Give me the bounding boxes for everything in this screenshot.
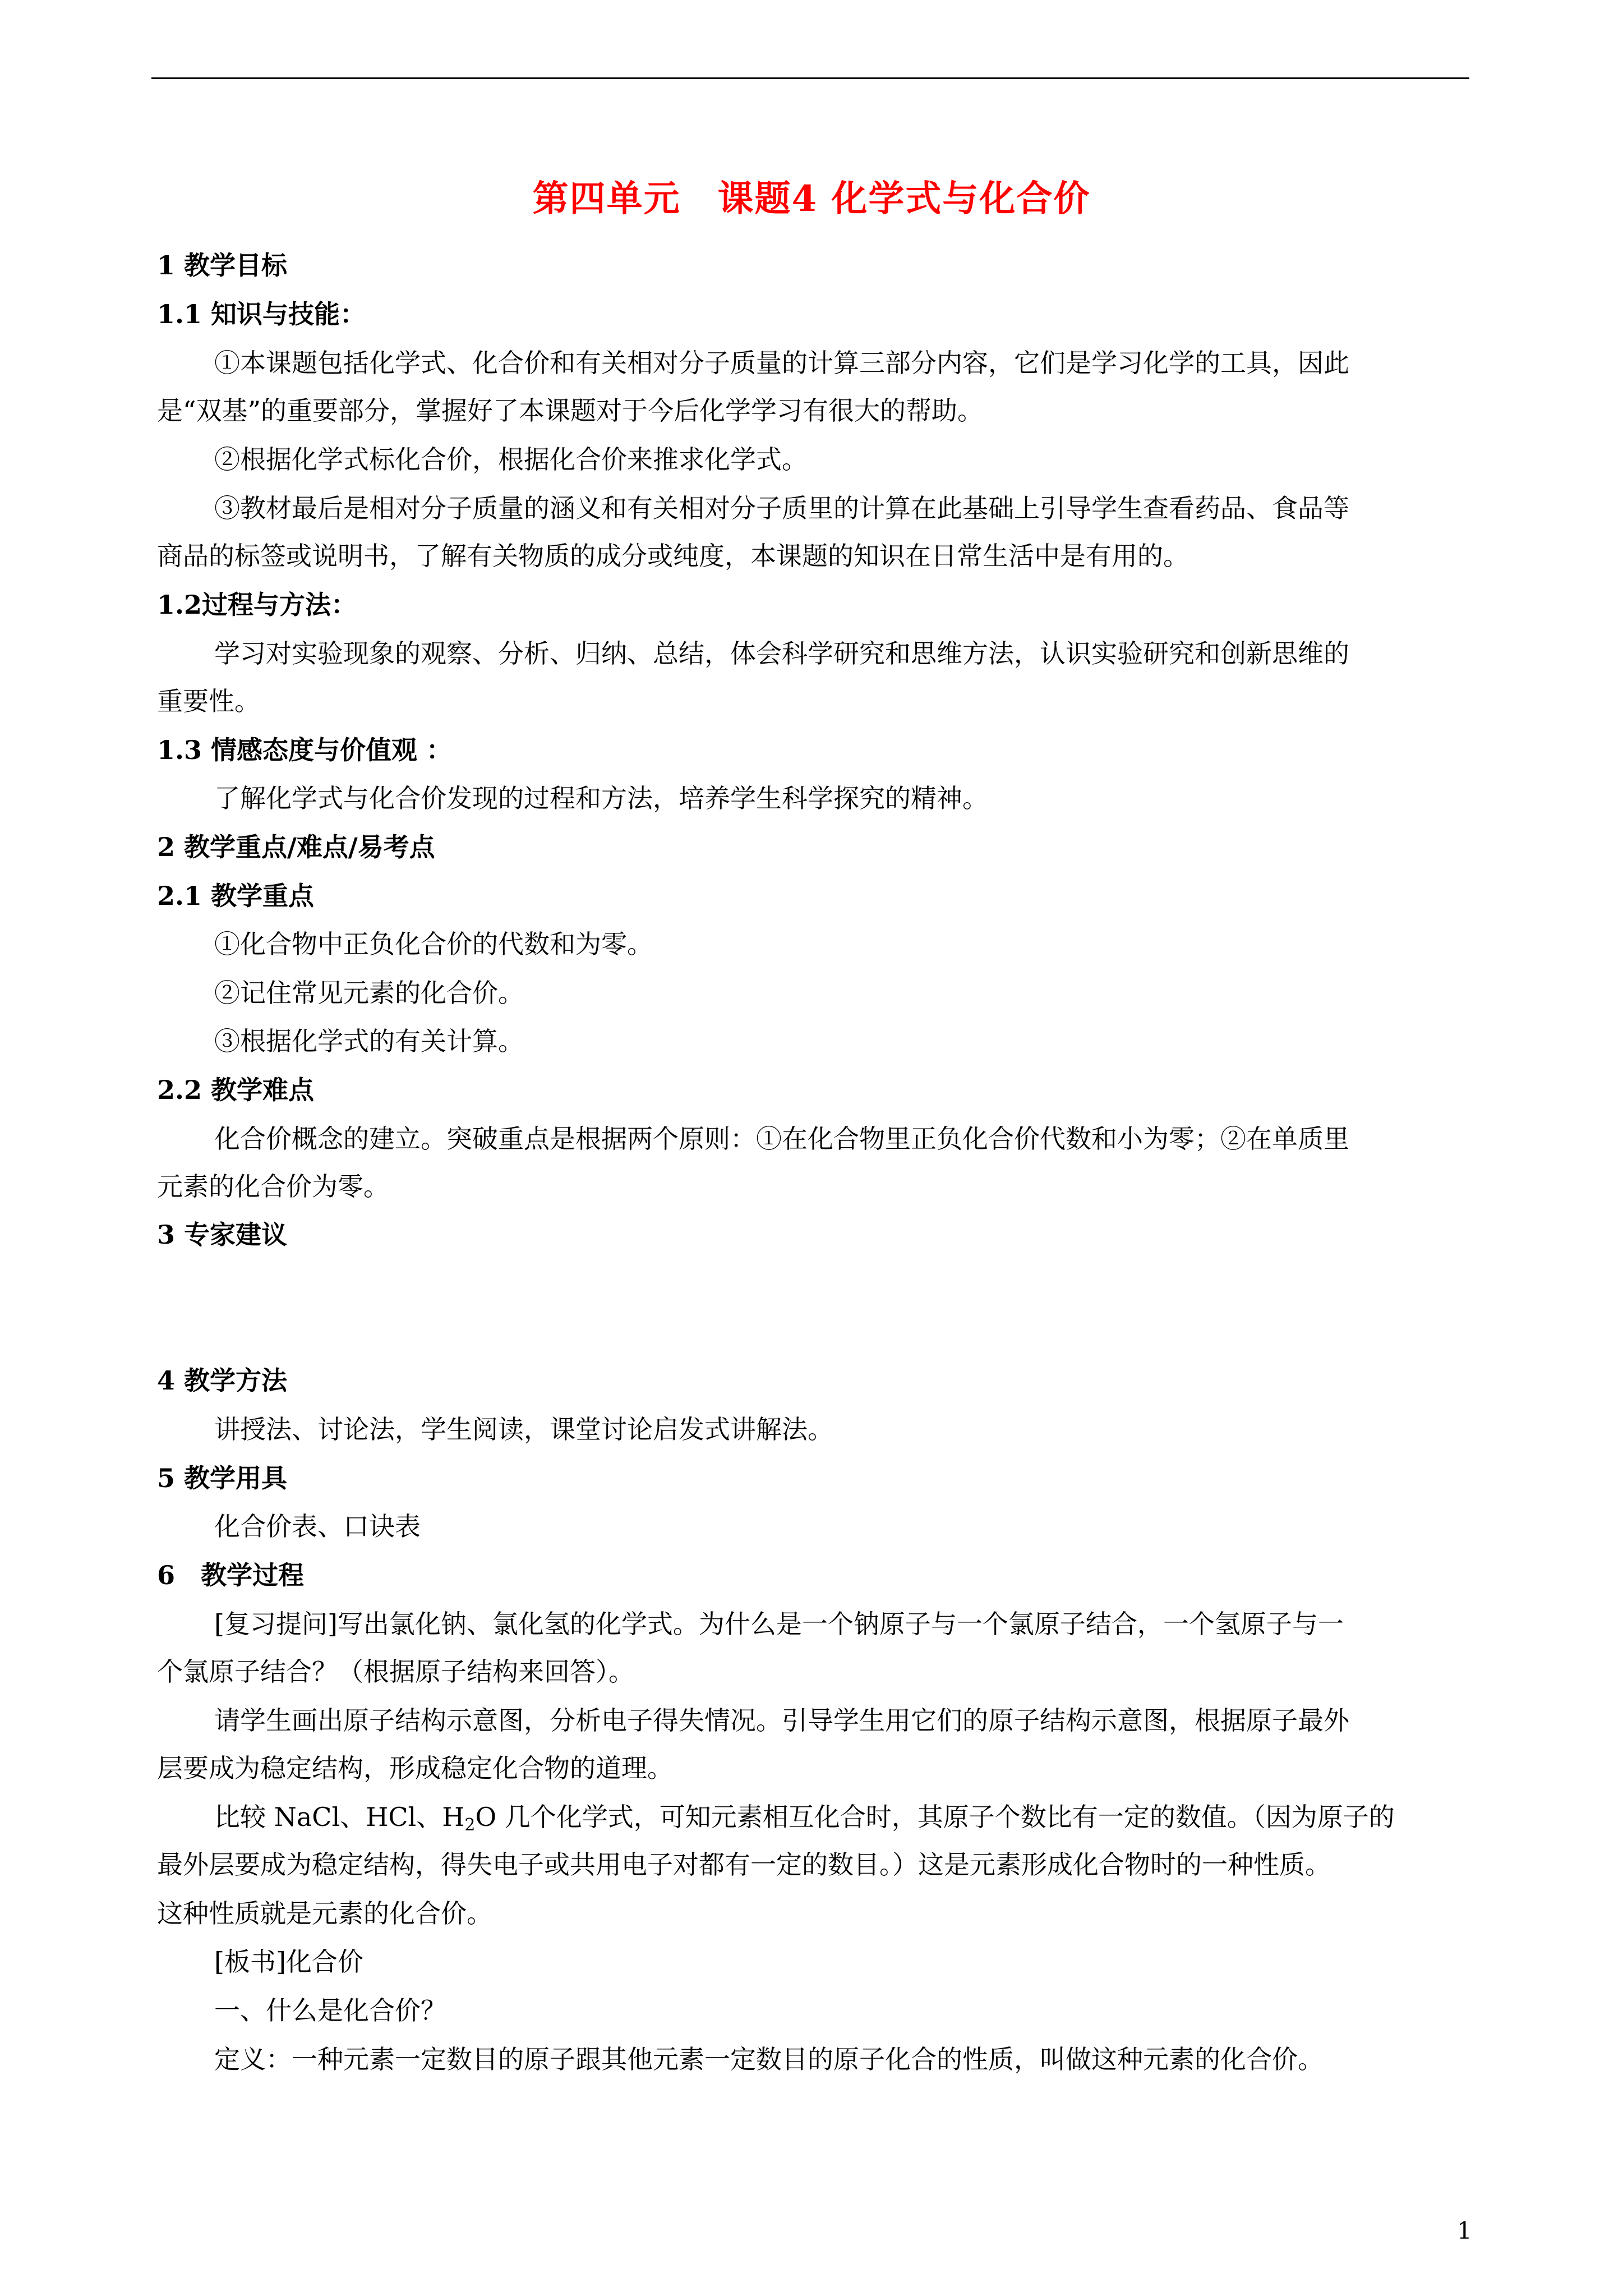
heading-teaching-difficulty: 2.2 教学难点 — [157, 1075, 315, 1105]
paragraph-line: 化合价概念的建立。突破重点是根据两个原则：①在化合物里正负化合价代数和小为零；②在单质里 — [214, 1124, 1349, 1154]
subscript: 2 — [464, 1815, 476, 1834]
formula-text-start: 比较 NaCl、HCl、H — [214, 1802, 465, 1832]
section-question: 一、什么是化合价？ — [214, 1995, 446, 2026]
heading-teaching-process: 6 教学过程 — [157, 1560, 305, 1590]
list-item: ③根据化学式的有关计算。 — [214, 1026, 524, 1056]
paragraph-line: 层要成为稳定结构，形成稳定化合物的道理。 — [157, 1753, 673, 1783]
paragraph-line: 是“双基”的重要部分，掌握好了本课题对于今后化学学习有很大的帮助。 — [157, 395, 984, 426]
paragraph-line: 个氯原子结合？（根据原子结构来回答）。 — [157, 1657, 634, 1687]
paragraph-line: 了解化学式与化合价发现的过程和方法，培养学生科学探究的精神。 — [214, 783, 988, 813]
heading-expert-advice: 3 专家建议 — [157, 1220, 288, 1250]
list-item: ②记住常见元素的化合价。 — [214, 978, 524, 1008]
paragraph-line: 这种性质就是元素的化合价。 — [157, 1898, 492, 1929]
paragraph-line: 请学生画出原子结构示意图，分析电子得失情况。引导学生用它们的原子结构示意图，根据原子最外 — [214, 1705, 1349, 1736]
list-item: ①化合物中正负化合价的代数和为零。 — [214, 929, 653, 959]
heading-teaching-tools: 5 教学用具 — [157, 1463, 288, 1493]
heading-teaching-focus: 2.1 教学重点 — [157, 881, 315, 911]
paragraph-line: ③教材最后是相对分子质量的涵义和有关相对分子质里的计算在此基础上引导学生查看药品、食品等 — [214, 493, 1349, 523]
header-rule — [151, 77, 1469, 79]
paragraph-line: 最外层要成为稳定结构，得失电子或共用电子对都有一定的数目。）这是元素形成化合物时的一种性质。 — [157, 1849, 1331, 1880]
formula-text-end: O 几个化学式，可知元素相互化合时，其原子个数比有一定的数值。（因为原子的 — [475, 1802, 1395, 1832]
page-number: 1 — [1457, 2217, 1472, 2244]
heading-knowledge-skills: 1.1 知识与技能： — [157, 299, 366, 329]
paragraph-line: 化合价表、口诀表 — [214, 1511, 421, 1542]
paragraph-line: 学习对实验现象的观察、分析、归纳、总结，体会科学研究和思维方法，认识实验研究和创新思维的 — [214, 638, 1349, 669]
definition-line: 定义：一种元素一定数目的原子跟其他元素一定数目的原子化合的性质，叫做这种元素的化合价。 — [214, 2044, 1324, 2074]
heading-attitude-values: 1.3 情感态度与价值观 ： — [157, 735, 453, 765]
heading-key-points: 2 教学重点/难点/易考点 — [157, 832, 435, 862]
heading-teaching-method: 4 教学方法 — [157, 1365, 288, 1396]
board-note: [板书]化合价 — [214, 1947, 363, 1977]
paragraph-line: ①本课题包括化学式、化合价和有关相对分子质量的计算三部分内容，它们是学习化学的工具，因此 — [214, 348, 1349, 378]
paragraph-line-formulas — [157, 1800, 1464, 1834]
paragraph-line: [复习提问]写出氯化钠、氯化氢的化学式。为什么是一个钠原子与一个氯原子结合，一个氢原子与一 — [214, 1609, 1344, 1639]
heading-process-method: 1.2过程与方法： — [157, 590, 357, 620]
paragraph-line: 元素的化合价为零。 — [157, 1171, 389, 1202]
paragraph-line: 重要性。 — [157, 686, 260, 716]
heading-teaching-goals: 1 教学目标 — [157, 250, 288, 280]
page-title: 第四单元 课题4 化学式与化合价 — [532, 178, 1091, 220]
paragraph-line: ②根据化学式标化合价，根据化合价来推求化学式。 — [214, 444, 808, 475]
paragraph-line: 讲授法、讨论法，学生阅读，课堂讨论启发式讲解法。 — [214, 1414, 833, 1444]
paragraph-line: 商品的标签或说明书，了解有关物质的成分或纯度，本课题的知识在日常生活中是有用的。 — [157, 541, 1189, 571]
